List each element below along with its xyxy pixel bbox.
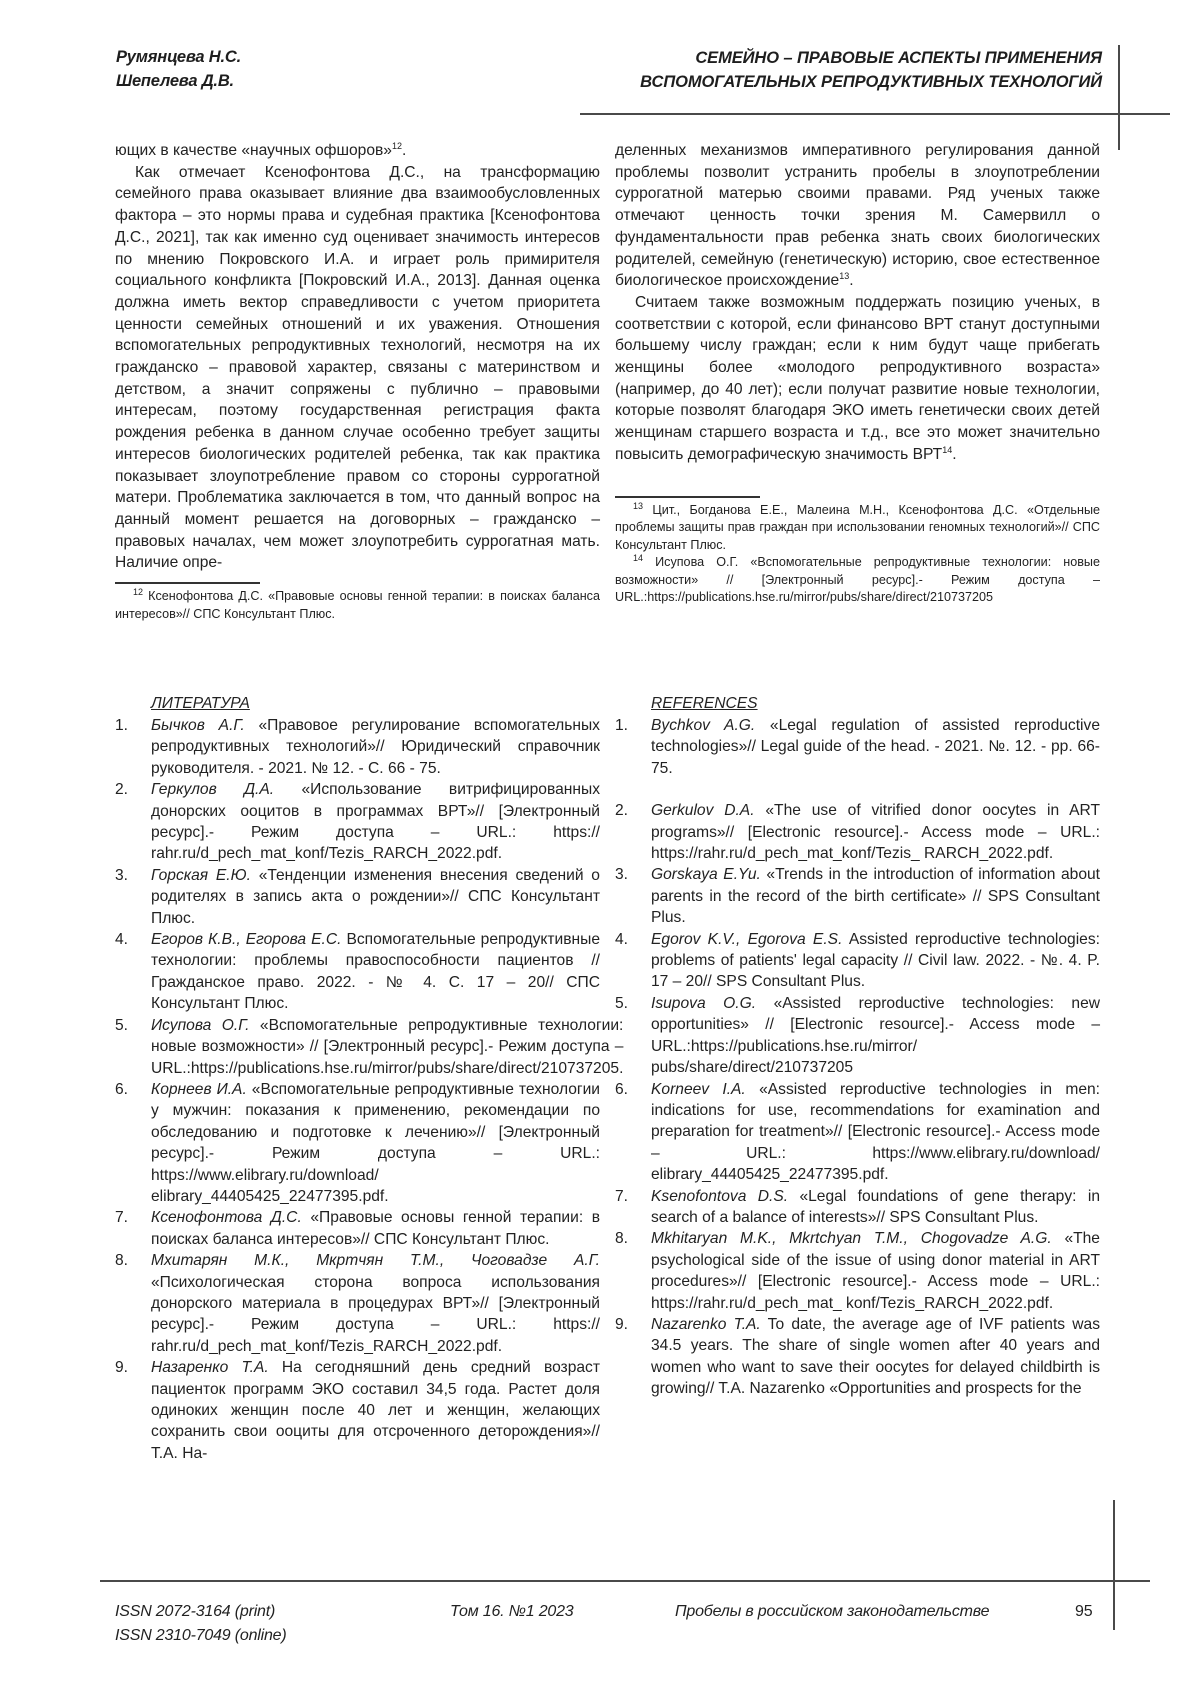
footnote-rule [115,582,260,584]
footnote-ref[interactable]: 12 [391,140,402,151]
paragraph: Считаем также возможным поддержать позицию ученых, в соответствии с которой, если финансово ВРТ станут доступными большему числу граждан; если к ним будут чаще прибегать женщины более «молодого репродуктивного возраста» (например, до 40 лет); если получат развитие новые технологии, которые позволят благодаря ЭКО иметь генетически своих детей женщинам старшего возраста и т.д., все это может значительно повысить демографическую значимость ВРТ$^{14}$. [615,293,1100,463]
ref-item: 1. Бычков А.Г. «Правовое регулирование вспомогательных репродуктивных технологий»// Юридический справочник руководителя. - 2021. № 12. - С. 66 - 75. [115,717,600,777]
footnote-12: $^{12}$ Ксенофонтова Д.С. «Правовые основы генной терапии: в поисках баланса интересов»// СПС Консультант Плюс. [115,586,600,621]
ref-item: 5. Исупова О.Г. «Вспомогательные репродуктивные технологии: новые возможности» // [Электронный ресурс].- Режим доступа – URL.:https://publications.hse.ru/mirror/pubs/share/direct/210737205. [115,1016,624,1077]
ref-item: 7. Ksenofontova D.S. «Legal foundations of gene therapy: in search of a balance of interests»// SPS Consultant Plus. [615,1187,1100,1226]
running-title-line-1: СЕМЕЙНО – ПРАВОВЫЕ АСПЕКТЫ ПРИМЕНЕНИЯ [695,49,1102,67]
ref-item: 7. Ксенофонтова Д.С. «Правовые основы генной терапии: в поисках баланса интересов»// СПС Консультант Плюс. [115,1209,600,1248]
running-title [640,46,1102,94]
ref-item: 5. Isupova O.G. «Assisted reproductive technologies: new opportunities» // [Electronic resource].- Access mode – URL.:https://publications.hse.ru/mirror/ pubs/share/direct/210737205 [615,994,1101,1077]
right-column [615,140,1100,607]
ref-item: 4. Egorov K.V., Egorova E.S. Assisted reproductive technologies: problems of patients' legal capacity // Civil law. 2022. - №. 4. P. 17 – 20// SPS Consultant Plus. [615,930,1100,991]
ref-item: 2. Gerkulov D.A. «The use of vitrified donor oocytes in ART programs»// [Electronic resource].- Access mode – URL.: https://rahr.ru/d_pech_mat_konf/Tezis_ RARCH_2022.pdf. [615,802,1100,863]
left-column [115,140,600,623]
literatura-section [115,693,624,1464]
ref-item: 6. Korneev I.A. «Assisted reproductive technologies in men: indications for use, recommendations for examination and preparation for treatment»// [Electronic resource].- Access mode – URL.: https://www.elibrary.ru/download/ elibrary_44405425_22477395.pdf. [615,1080,1101,1184]
paragraph: Как отмечает Ксенофонтова Д.С., на трансформацию семейного права оказывает влияние два взаимообусловленных фактора – это нормы права и судебная практика [Ксенофонтова Д.С., 2021], так как именно суд оценивает значимость интересов по мнению Покровского И.А. и играет роль примирителя социального конфликта [Покровский И.А., 2013]. Данная оценка должна иметь вектор справедливости с учетом приоритета ценности семейных отношений и их уважения. Отношения вспомогательных репродуктивных технологий, несмотря на их гражданско – правовой характер, связаны с материнством и детством, а значит сопряжены с публично – правовыми интересам, поэтому государственная регистрация факта рождения ребенка в данном случае особенно требует защиты интересов биологических родителей ребенка, так как практика показывает злоупотребление правом со стороны суррогатной матери. Проблематика заключается в том, что данный вопрос на данный момент решается на договорных – гражданско – правовых началах, чем может злоупотребить суррогатная мать. Наличие опре- [115,163,600,572]
ref-item: 8. Mkhitaryan M.K., Mkrtchyan T.M., Chogovadze A.G. «The psychological side of the issue of using donor material in ART procedures»// [Electronic resource].- Access mode – URL.: https://rahr.ru/d_pech_mat_ konf/Tezis_RARCH_2022.pdf. [615,1230,1100,1312]
footnote-13: $^{13}$ Цит., Богданова Е.Е., Малеина М.Н., Ксенофонтова Д.С. «Отдельные проблемы защиты прав граждан при использовании геномных технологий»// СПС Консультант Плюс. [615,500,1101,552]
running-title-line-2: ВСПОМОГАТЕЛЬНЫХ РЕПРОДУКТИВНЫХ ТЕХНОЛОГИЙ [640,73,1102,91]
header-author-1: Румянцева Н.С. [116,48,241,66]
volume-issue: Том 16. №1 2023 [450,1603,574,1620]
ref-item: 3. Горская Е.Ю. «Тенденции изменения внесения сведений о родителях в запись акта о рождении»// СПС Консультант Плюс. [115,866,600,927]
issn-online: ISSN 2310-7049 (online) [115,1627,287,1644]
ref-item: 1. Bychkov A.G. «Legal regulation of assisted reproductive technologies»// Legal guide of the head. - 2021. №. 12. - pp. 66-75. [615,717,1100,777]
references-section [615,693,1100,1400]
references-list [615,715,1100,1400]
ref-item: 6. Корнеев И.А. «Вспомогательные репродуктивные технологии у мужчин: показания к применению, рекомендации по обследованию и подготовке к лечению»// [Электронный ресурс].- Режим доступа – URL.: https://www.elibrary.ru/download/ elibrary_44405425_22477395.pdf. [115,1080,600,1205]
footer-rule-vertical [1113,1500,1115,1630]
paragraph: деленных механизмов императивного регулирования данной проблемы позволит устранить пробелы в злоупотреблении суррогатной матерью своими правами. Ряд ученых также отмечают ценность точки зрения М. Самервилл о фундаментальности прав ребенка знать своих биологических родителей, семейную (генетическую) историю, свое естественное биологическое происхождение$^{13}$. [615,142,1100,290]
literatura-title: ЛИТЕРАТУРА [151,695,250,712]
header-author-2: Шепелева Д.В. [116,72,234,90]
literatura-list [115,715,624,1464]
footnote-ref[interactable]: 14 [942,444,953,455]
paragraph: ющих в качестве «научных офшоров»$^{12}$. [115,140,407,159]
footnote-rule [615,496,760,498]
header-rule-vertical [1118,45,1120,150]
ref-item: 9. Nazarenko T.A. To date, the average age of IVF patients was 34.5 years. The share of single women after 40 years and women who want to save their oocytes for delayed childbirth is growing// T.A. Nazarenko «Opportunities and prospects for the [615,1315,1100,1398]
footer-rule-horizontal [100,1580,1150,1582]
ref-item: 9. Назаренко Т.А. На сегодняшний день средний возраст пациенток программ ЭКО составил 34,5 года. Растет доля одиноких женщин после 40 лет и женщин, желающих сохранить свои ооциты для отсроченного деторождения»// Т.А. На- [115,1359,600,1462]
page-number: 95 [1075,1603,1093,1620]
footnote-14: $^{14}$ Исупова О.Г. «Вспомогательные репродуктивные технологии: новые возможности» // [Электронный ресурс].- Режим доступа – URL.:https://publications.hse.ru/mirror/pubs/share/direct/210737205 [615,552,1100,605]
ref-item: 4. Егоров К.В., Егорова Е.С. Вспомогательные репродуктивные технологии: проблемы правоспособности пациентов // Гражданское право. 2022. - № 4. С. 17 – 20// СПС Консультант Плюс. [115,931,600,1013]
journal-name: Пробелы в российском законодательстве [675,1603,990,1620]
references-title: REFERENCES [651,695,758,712]
ref-item: 2. Геркулов Д.А. «Использование витрифицированных донорских ооцитов в программах ВРТ»// [Электронный ресурс].- Режим доступа – URL.: https:// rahr.ru/d_pech_mat_konf/Tezis_RARCH_2022.pdf. [115,781,600,863]
footnote-ref[interactable]: 13 [839,271,850,282]
header-rule-horizontal [580,113,1170,115]
issn-print: ISSN 2072-3164 (print) [115,1603,276,1620]
ref-item: 3. Gorskaya E.Yu. «Trends in the introduction of information about parents in the record of the birth certificate» // SPS Consultant Plus. [615,866,1100,927]
ref-item: 8. Мхитарян М.К., Мкртчян Т.М., Чоговадзе А.Г. «Психологическая сторона вопроса использования донорского материала в процедурах ВРТ»// [Электронный ресурс].- Режим доступа – URL.: https:// rahr.ru/d_pech_mat_konf/Tezis_RARCH_2022.pdf. [115,1252,600,1355]
